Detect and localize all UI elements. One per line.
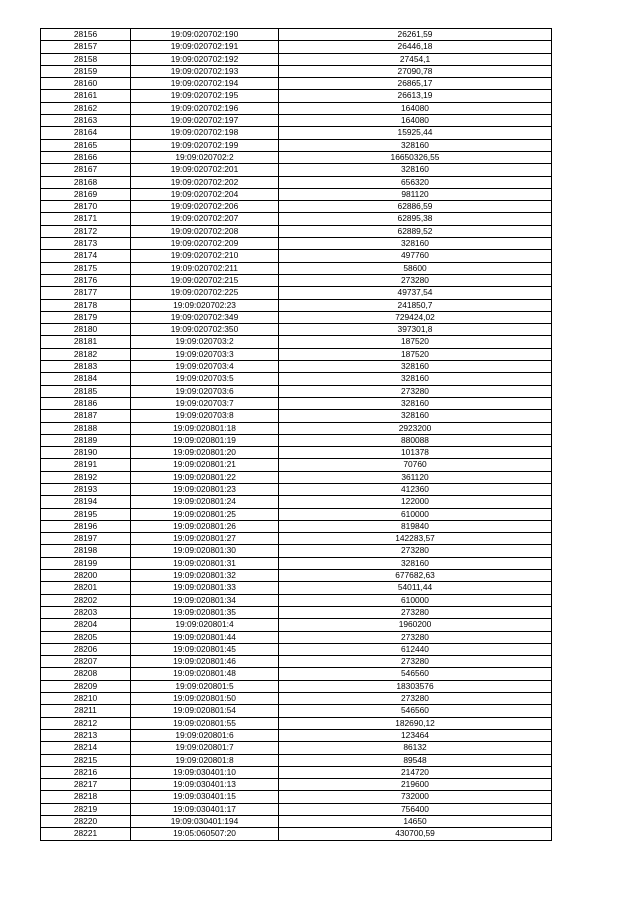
row-number-cell: 28210 [41,693,131,705]
value-cell: 819840 [279,520,552,532]
row-number-cell: 28168 [41,176,131,188]
row-number-cell: 28180 [41,324,131,336]
value-cell: 122000 [279,496,552,508]
value-cell: 123464 [279,729,552,741]
cadastral-number-cell: 19:09:020801:33 [131,582,279,594]
table-row [41,816,552,828]
value-cell: 273280 [279,545,552,557]
table-row [41,496,552,508]
table-row [41,311,552,323]
cadastral-number-cell: 19:09:020801:25 [131,508,279,520]
row-number-cell: 28174 [41,250,131,262]
cadastral-number-cell: 19:09:020702:210 [131,250,279,262]
value-cell: 497760 [279,250,552,262]
table-body [41,29,552,841]
cadastral-number-cell: 19:09:020801:7 [131,742,279,754]
row-number-cell: 28200 [41,570,131,582]
row-number-cell: 28191 [41,459,131,471]
row-number-cell: 28172 [41,225,131,237]
value-cell: 397301,8 [279,324,552,336]
row-number-cell: 28165 [41,139,131,151]
value-cell: 328160 [279,373,552,385]
value-cell: 101378 [279,447,552,459]
cadastral-number-cell: 19:09:020801:5 [131,680,279,692]
table-row [41,287,552,299]
value-cell: 732000 [279,791,552,803]
table-row [41,164,552,176]
cadastral-number-cell: 19:09:020702:196 [131,102,279,114]
value-cell: 273280 [279,631,552,643]
cadastral-number-cell: 19:09:020801:23 [131,483,279,495]
value-cell: 14650 [279,816,552,828]
row-number-cell: 28171 [41,213,131,225]
table-row [41,557,552,569]
value-cell: 62889,52 [279,225,552,237]
value-cell: 26613,19 [279,90,552,102]
table-row [41,41,552,53]
table-row [41,459,552,471]
cadastral-number-cell: 19:09:020703:6 [131,385,279,397]
cadastral-number-cell: 19:09:020801:44 [131,631,279,643]
cadastral-number-cell: 19:09:030401:13 [131,779,279,791]
row-number-cell: 28161 [41,90,131,102]
cadastral-number-cell: 19:09:020801:19 [131,434,279,446]
row-number-cell: 28190 [41,447,131,459]
cadastral-number-cell: 19:09:020801:18 [131,422,279,434]
data-table [40,28,552,841]
cadastral-number-cell: 19:09:020703:7 [131,397,279,409]
cadastral-number-cell: 19:09:020801:31 [131,557,279,569]
row-number-cell: 28156 [41,29,131,41]
cadastral-number-cell: 19:09:020702:192 [131,53,279,65]
table-row [41,90,552,102]
row-number-cell: 28179 [41,311,131,323]
row-number-cell: 28218 [41,791,131,803]
row-number-cell: 28202 [41,594,131,606]
table-row [41,705,552,717]
table-row [41,742,552,754]
row-number-cell: 28215 [41,754,131,766]
cadastral-number-cell: 19:09:020702:202 [131,176,279,188]
row-number-cell: 28173 [41,238,131,250]
value-cell: 26446,18 [279,41,552,53]
cadastral-number-cell: 19:09:020702:190 [131,29,279,41]
table-row [41,373,552,385]
row-number-cell: 28203 [41,606,131,618]
row-number-cell: 28192 [41,471,131,483]
cadastral-number-cell: 19:09:020801:48 [131,668,279,680]
cadastral-number-cell: 19:09:020702:199 [131,139,279,151]
table-row [41,201,552,213]
value-cell: 182690,12 [279,717,552,729]
table-row [41,483,552,495]
value-cell: 546560 [279,668,552,680]
table-row [41,520,552,532]
row-number-cell: 28205 [41,631,131,643]
table-row [41,336,552,348]
cadastral-number-cell: 19:05:060507:20 [131,828,279,840]
table-row [41,422,552,434]
table-row [41,213,552,225]
table-row [41,779,552,791]
table-row [41,410,552,422]
row-number-cell: 28164 [41,127,131,139]
cadastral-number-cell: 19:09:030401:194 [131,816,279,828]
row-number-cell: 28176 [41,274,131,286]
value-cell: 27090,78 [279,65,552,77]
table-row [41,78,552,90]
table-row [41,803,552,815]
value-cell: 187520 [279,336,552,348]
value-cell: 54011,44 [279,582,552,594]
table-row [41,151,552,163]
value-cell: 328160 [279,238,552,250]
row-number-cell: 28178 [41,299,131,311]
cadastral-number-cell: 19:09:020703:3 [131,348,279,360]
table-row [41,508,552,520]
cadastral-number-cell: 19:09:020702:201 [131,164,279,176]
table-row [41,766,552,778]
row-number-cell: 28163 [41,115,131,127]
value-cell: 219600 [279,779,552,791]
table-row [41,348,552,360]
value-cell: 26261,59 [279,29,552,41]
value-cell: 70760 [279,459,552,471]
table-row [41,754,552,766]
cadastral-number-cell: 19:09:030401:15 [131,791,279,803]
value-cell: 656320 [279,176,552,188]
row-number-cell: 28186 [41,397,131,409]
table-row [41,693,552,705]
value-cell: 86132 [279,742,552,754]
value-cell: 89548 [279,754,552,766]
table-row [41,594,552,606]
row-number-cell: 28175 [41,262,131,274]
row-number-cell: 28183 [41,361,131,373]
cadastral-number-cell: 19:09:020801:45 [131,643,279,655]
row-number-cell: 28216 [41,766,131,778]
value-cell: 328160 [279,557,552,569]
value-cell: 430700,59 [279,828,552,840]
row-number-cell: 28162 [41,102,131,114]
value-cell: 16650326,55 [279,151,552,163]
table-row [41,570,552,582]
value-cell: 241850,7 [279,299,552,311]
table-row [41,471,552,483]
cadastral-number-cell: 19:09:020702:194 [131,78,279,90]
cadastral-number-cell: 19:09:020702:191 [131,41,279,53]
cadastral-number-cell: 19:09:020702:197 [131,115,279,127]
cadastral-number-cell: 19:09:020703:4 [131,361,279,373]
cadastral-number-cell: 19:09:020801:50 [131,693,279,705]
value-cell: 273280 [279,274,552,286]
row-number-cell: 28199 [41,557,131,569]
table-row [41,656,552,668]
value-cell: 214720 [279,766,552,778]
row-number-cell: 28197 [41,533,131,545]
cadastral-number-cell: 19:09:020801:54 [131,705,279,717]
table-row [41,102,552,114]
row-number-cell: 28159 [41,65,131,77]
cadastral-number-cell: 19:09:030401:10 [131,766,279,778]
row-number-cell: 28220 [41,816,131,828]
cadastral-number-cell: 19:09:020702:204 [131,188,279,200]
table-row [41,729,552,741]
row-number-cell: 28187 [41,410,131,422]
row-number-cell: 28219 [41,803,131,815]
cadastral-number-cell: 19:09:020702:209 [131,238,279,250]
value-cell: 164080 [279,115,552,127]
value-cell: 612440 [279,643,552,655]
value-cell: 273280 [279,385,552,397]
cadastral-number-cell: 19:09:020703:8 [131,410,279,422]
table-row [41,582,552,594]
value-cell: 328160 [279,397,552,409]
value-cell: 328160 [279,139,552,151]
cadastral-number-cell: 19:09:020702:215 [131,274,279,286]
cadastral-number-cell: 19:09:020801:24 [131,496,279,508]
value-cell: 756400 [279,803,552,815]
value-cell: 361120 [279,471,552,483]
value-cell: 677682,63 [279,570,552,582]
table-row [41,434,552,446]
value-cell: 412360 [279,483,552,495]
row-number-cell: 28201 [41,582,131,594]
table-row [41,791,552,803]
value-cell: 273280 [279,606,552,618]
table-row [41,533,552,545]
value-cell: 62886,59 [279,201,552,213]
table-row [41,828,552,840]
cadastral-number-cell: 19:09:020702:225 [131,287,279,299]
cadastral-number-cell: 19:09:020801:35 [131,606,279,618]
cadastral-number-cell: 19:09:020801:26 [131,520,279,532]
cadastral-number-cell: 19:09:020702:2 [131,151,279,163]
value-cell: 187520 [279,348,552,360]
table-row [41,127,552,139]
row-number-cell: 28189 [41,434,131,446]
cadastral-number-cell: 19:09:020801:8 [131,754,279,766]
value-cell: 1960200 [279,619,552,631]
cadastral-number-cell: 19:09:020801:27 [131,533,279,545]
value-cell: 610000 [279,594,552,606]
row-number-cell: 28221 [41,828,131,840]
cadastral-number-cell: 19:09:020702:211 [131,262,279,274]
table-row [41,29,552,41]
value-cell: 49737,54 [279,287,552,299]
row-number-cell: 28185 [41,385,131,397]
table-row [41,238,552,250]
cadastral-number-cell: 19:09:020801:21 [131,459,279,471]
cadastral-number-cell: 19:09:020801:22 [131,471,279,483]
cadastral-number-cell: 19:09:020702:207 [131,213,279,225]
table-row [41,361,552,373]
row-number-cell: 28217 [41,779,131,791]
table-row [41,225,552,237]
row-number-cell: 28209 [41,680,131,692]
row-number-cell: 28208 [41,668,131,680]
document-page [40,28,551,841]
cadastral-number-cell: 19:09:020703:2 [131,336,279,348]
table-row [41,643,552,655]
row-number-cell: 28169 [41,188,131,200]
table-row [41,250,552,262]
cadastral-number-cell: 19:09:020801:6 [131,729,279,741]
value-cell: 26865,17 [279,78,552,90]
table-row [41,176,552,188]
row-number-cell: 28182 [41,348,131,360]
table-row [41,545,552,557]
value-cell: 729424,02 [279,311,552,323]
cadastral-number-cell: 19:09:020801:4 [131,619,279,631]
value-cell: 2923200 [279,422,552,434]
row-number-cell: 28157 [41,41,131,53]
value-cell: 981120 [279,188,552,200]
row-number-cell: 28188 [41,422,131,434]
row-number-cell: 28207 [41,656,131,668]
row-number-cell: 28211 [41,705,131,717]
cadastral-number-cell: 19:09:020801:34 [131,594,279,606]
cadastral-number-cell: 19:09:020702:23 [131,299,279,311]
table-row [41,717,552,729]
table-row [41,631,552,643]
cadastral-number-cell: 19:09:020801:20 [131,447,279,459]
table-row [41,115,552,127]
cadastral-number-cell: 19:09:020801:55 [131,717,279,729]
table-row [41,397,552,409]
cadastral-number-cell: 19:09:020702:195 [131,90,279,102]
table-row [41,606,552,618]
row-number-cell: 28212 [41,717,131,729]
cadastral-number-cell: 19:09:020801:32 [131,570,279,582]
table-row [41,139,552,151]
row-number-cell: 28213 [41,729,131,741]
value-cell: 273280 [279,693,552,705]
row-number-cell: 28170 [41,201,131,213]
value-cell: 27454,1 [279,53,552,65]
value-cell: 328160 [279,361,552,373]
row-number-cell: 28194 [41,496,131,508]
row-number-cell: 28214 [41,742,131,754]
cadastral-number-cell: 19:09:020702:208 [131,225,279,237]
row-number-cell: 28177 [41,287,131,299]
row-number-cell: 28160 [41,78,131,90]
value-cell: 164080 [279,102,552,114]
table-row [41,668,552,680]
cadastral-number-cell: 19:09:020702:349 [131,311,279,323]
cadastral-number-cell: 19:09:020702:350 [131,324,279,336]
cadastral-number-cell: 19:09:030401:17 [131,803,279,815]
table-row [41,447,552,459]
row-number-cell: 28158 [41,53,131,65]
value-cell: 58600 [279,262,552,274]
row-number-cell: 28167 [41,164,131,176]
table-row [41,299,552,311]
table-row [41,680,552,692]
row-number-cell: 28193 [41,483,131,495]
cadastral-number-cell: 19:09:020801:30 [131,545,279,557]
value-cell: 610000 [279,508,552,520]
table-row [41,324,552,336]
row-number-cell: 28196 [41,520,131,532]
row-number-cell: 28181 [41,336,131,348]
table-row [41,53,552,65]
value-cell: 15925,44 [279,127,552,139]
value-cell: 546560 [279,705,552,717]
table-row [41,188,552,200]
value-cell: 328160 [279,164,552,176]
table-row [41,274,552,286]
cadastral-number-cell: 19:09:020702:193 [131,65,279,77]
row-number-cell: 28204 [41,619,131,631]
cadastral-number-cell: 19:09:020702:198 [131,127,279,139]
value-cell: 273280 [279,656,552,668]
value-cell: 62895,38 [279,213,552,225]
row-number-cell: 28195 [41,508,131,520]
cadastral-number-cell: 19:09:020702:206 [131,201,279,213]
cadastral-number-cell: 19:09:020703:5 [131,373,279,385]
table-row [41,619,552,631]
table-row [41,262,552,274]
table-row [41,385,552,397]
row-number-cell: 28184 [41,373,131,385]
row-number-cell: 28206 [41,643,131,655]
row-number-cell: 28166 [41,151,131,163]
row-number-cell: 28198 [41,545,131,557]
cadastral-number-cell: 19:09:020801:46 [131,656,279,668]
table-row [41,65,552,77]
value-cell: 18303576 [279,680,552,692]
value-cell: 142283,57 [279,533,552,545]
value-cell: 880088 [279,434,552,446]
value-cell: 328160 [279,410,552,422]
